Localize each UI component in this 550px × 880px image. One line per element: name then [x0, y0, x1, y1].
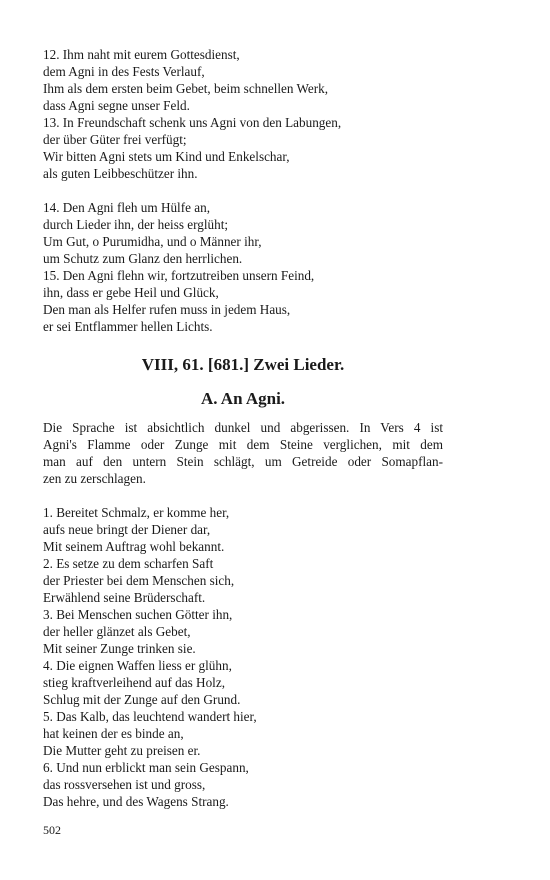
verse-hymn-a: [43, 504, 443, 810]
verse-line: 2. Es setze zu dem scharfen Saft: [43, 556, 214, 571]
verse-line: dass Agni segne unser Feld.: [43, 98, 190, 113]
verse-line: der heller glänzet als Gebet,: [43, 624, 191, 639]
stanza-gap: [43, 182, 443, 199]
stanza-gap: [43, 487, 443, 504]
verse-line: stieg kraftverleihend auf das Holz,: [43, 675, 225, 690]
subsection-heading: A. An Agni.: [200, 389, 286, 408]
intro-line: man auf den untern Stein schlägt, um Getreide oder Somapflan-: [43, 454, 443, 469]
verse-line: aufs neue bringt der Diener dar,: [43, 522, 211, 537]
verse-line: ihn, dass er gebe Heil und Glück,: [43, 285, 219, 300]
verse-line: 4. Die eignen Waffen liess er glühn,: [43, 658, 232, 673]
verse-line: der über Güter frei verfügt;: [43, 132, 187, 147]
verse-line: er sei Entflammer hellen Lichts.: [43, 319, 213, 334]
page-number: 502: [43, 823, 61, 837]
verse-stanza-14-15: [43, 199, 443, 335]
intro-paragraph: [43, 419, 443, 487]
verse-line: als guten Leibbeschützer ihn.: [43, 166, 198, 181]
book-page: [43, 46, 443, 810]
verse-line: Die Mutter geht zu preisen er.: [43, 743, 201, 758]
intro-line: Agni's Flamme oder Zunge mit dem Steine verglichen, mit dem: [43, 437, 443, 452]
verse-line: Mit seinem Auftrag wohl bekannt.: [43, 539, 225, 554]
verse-line: Erwählend seine Brüderschaft.: [43, 590, 206, 605]
intro-line: zen zu zerschlagen.: [43, 471, 146, 486]
verse-line: 15. Den Agni flehn wir, fortzutreiben unsern Feind,: [43, 268, 315, 283]
intro-line: Die Sprache ist absichtlich dunkel und abgerissen. In Vers 4 ist: [43, 420, 443, 435]
verse-line: Wir bitten Agni stets um Kind und Enkelschar,: [43, 149, 290, 164]
verse-line: 1. Bereitet Schmalz, er komme her,: [43, 505, 230, 520]
verse-line: hat keinen der es binde an,: [43, 726, 184, 741]
verse-stanza-12-13: [43, 46, 443, 182]
verse-line: 3. Bei Menschen suchen Götter ihn,: [43, 607, 233, 622]
verse-line: Mit seiner Zunge trinken sie.: [43, 641, 196, 656]
verse-line: dem Agni in des Fests Verlauf,: [43, 64, 205, 79]
verse-line: 12. Ihm naht mit eurem Gottesdienst,: [43, 47, 240, 62]
verse-line: das rossversehen ist und gross,: [43, 777, 206, 792]
verse-line: 13. In Freundschaft schenk uns Agni von den Labungen,: [43, 115, 342, 130]
verse-line: Ihm als dem ersten beim Gebet, beim schnellen Werk,: [43, 81, 329, 96]
verse-line: Schlug mit der Zunge auf den Grund.: [43, 692, 241, 707]
verse-line: 6. Und nun erblickt man sein Gespann,: [43, 760, 249, 775]
verse-line: Das hehre, und des Wagens Strang.: [43, 794, 229, 809]
verse-line: der Priester bei dem Menschen sich,: [43, 573, 235, 588]
verse-line: um Schutz zum Glanz den herrlichen.: [43, 251, 243, 266]
verse-line: Den man als Helfer rufen muss in jedem Haus,: [43, 302, 291, 317]
verse-line: durch Lieder ihn, der heiss erglüht;: [43, 217, 229, 232]
verse-line: 5. Das Kalb, das leuchtend wandert hier,: [43, 709, 257, 724]
section-heading: VIII, 61. [681.] Zwei Lieder.: [141, 355, 345, 374]
verse-line: 14. Den Agni fleh um Hülfe an,: [43, 200, 211, 215]
verse-line: Um Gut, o Purumidha, und o Männer ihr,: [43, 234, 262, 249]
